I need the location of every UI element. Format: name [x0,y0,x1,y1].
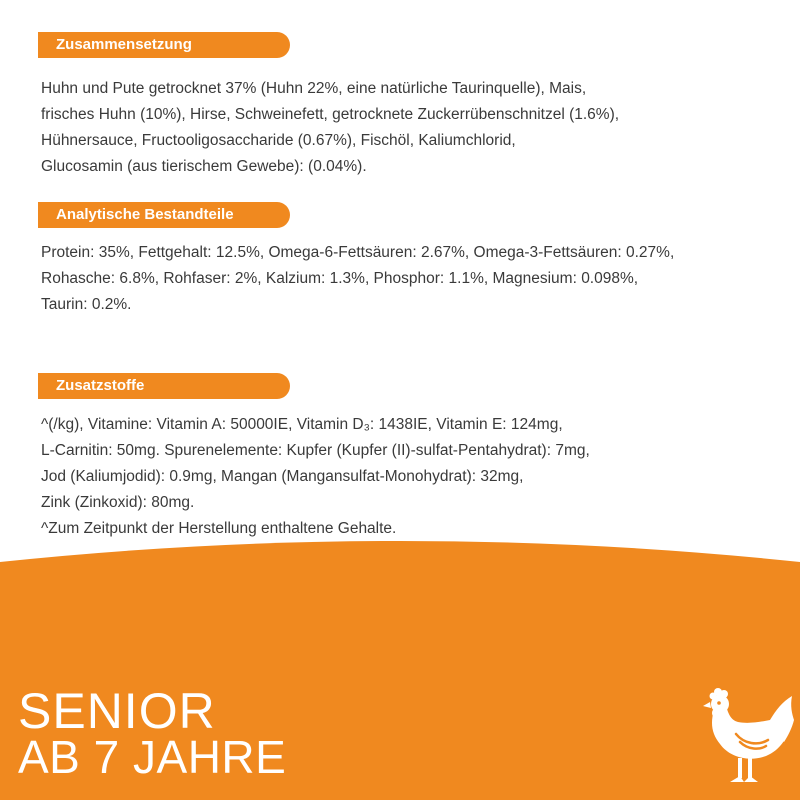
section-title-analytical: Analytische Bestandteile [38,202,290,228]
additives-line: ^(/kg), Vitamine: Vitamin A: 50000IE, Vitamin D₃: 1438IE, Vitamin E: 124mg, [41,416,563,433]
analytical-line: Protein: 35%, Fettgehalt: 12.5%, Omega-6-Fettsäuren: 2.67%, Omega-3-Fettsäuren: 0.27%, [41,244,675,261]
composition-line: frisches Huhn (10%), Hirse, Schweinefett, getrocknete Zuckerrübenschnitzel (1.6%), [41,106,620,123]
additives-line: Jod (Kaliumjodid): 0.9mg, Mangan (Mangansulfat-Monohydrat): 32mg, [41,468,524,485]
composition-line: Huhn und Pute getrocknet 37% (Huhn 22%, eine natürliche Taurinquelle), Mais, [41,80,587,97]
additives-text [41,412,781,542]
footer-title: SENIOR [18,683,216,739]
additives-line: ^Zum Zeitpunkt der Herstellung enthaltene Gehalte. [41,520,397,537]
section-title-composition: Zusammensetzung [38,32,290,58]
analytical-text [41,240,781,318]
analytical-line: Rohasche: 6.8%, Rohfaser: 2%, Kalzium: 1.3%, Phosphor: 1.1%, Magnesium: 0.098%, [41,270,639,287]
analytical-line: Taurin: 0.2%. [41,296,132,313]
composition-line: Hühnersauce, Fructooligosaccharide (0.67%), Fischöl, Kaliumchlorid, [41,132,516,149]
composition-line: Glucosamin (aus tierischem Gewebe): (0.04%). [41,158,367,175]
section-title-additives: Zusatzstoffe [38,373,290,399]
additives-line: Zink (Zinkoxid): 80mg. [41,494,195,511]
hen-icon [700,688,796,786]
composition-text [41,76,781,180]
additives-line: L-Carnitin: 50mg. Spurenelemente: Kupfer (Kupfer (II)-sulfat-Pentahydrat): 7mg, [41,442,590,459]
footer-subtitle: AB 7 JAHRE [18,731,287,783]
